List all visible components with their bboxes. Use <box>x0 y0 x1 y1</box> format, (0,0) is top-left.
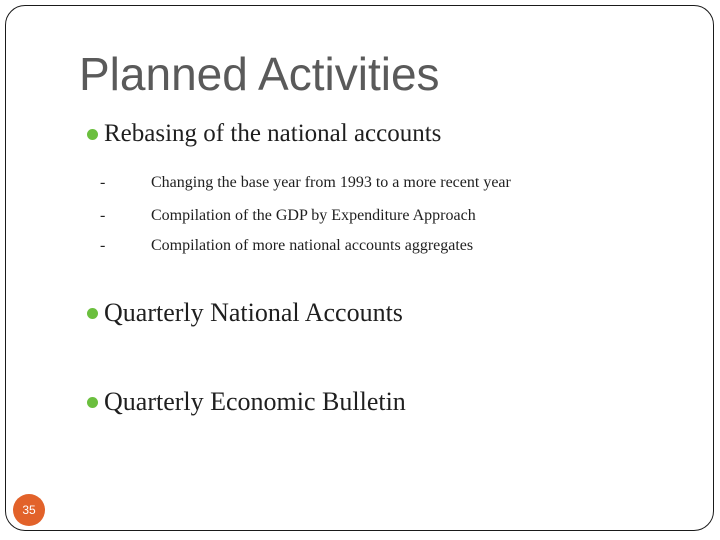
sub-item-marker: - <box>100 207 106 224</box>
bullet-text: Rebasing of the national accounts <box>104 120 442 147</box>
bullet-item-economic-bulletin <box>87 387 406 417</box>
bullet-text: Quarterly National Accounts <box>104 298 403 327</box>
bullet-dot-icon <box>87 308 98 319</box>
slide-number-badge: 35 <box>13 494 45 526</box>
bullet-item-rebasing <box>87 120 441 148</box>
sub-item-marker: - <box>100 174 106 191</box>
sub-item-text: Changing the base year from 1993 to a more recent year <box>151 174 511 191</box>
slide-title: Planned Activities <box>79 48 440 100</box>
bullet-text: Quarterly Economic Bulletin <box>104 387 406 416</box>
sub-item-text: Compilation of more national accounts aggregates <box>151 237 474 254</box>
bullet-dot-icon <box>87 129 98 140</box>
sub-item-text: Compilation of the GDP by Expenditure Approach <box>151 207 476 224</box>
bullet-item-quarterly-accounts <box>87 298 403 328</box>
sub-item-marker: - <box>100 237 106 254</box>
bullet-dot-icon <box>87 397 98 408</box>
